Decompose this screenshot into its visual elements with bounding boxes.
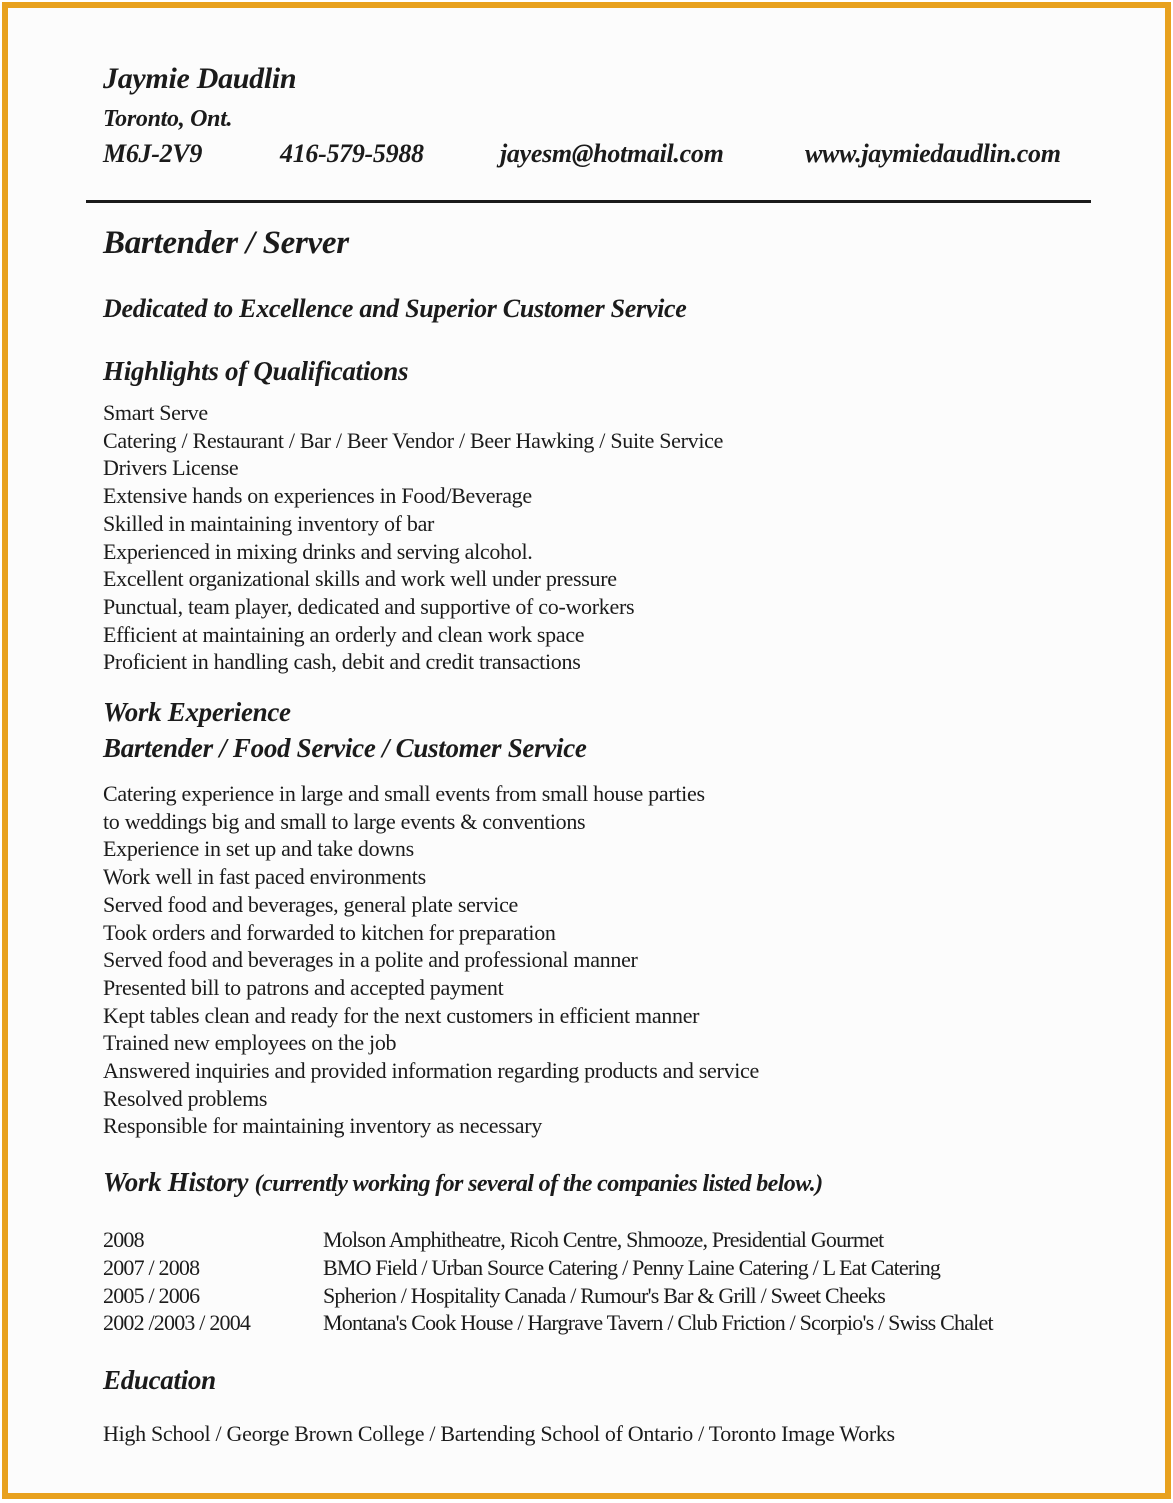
work-experience-subheading: Bartender / Food Service / Customer Service xyxy=(103,733,587,764)
contact-row xyxy=(103,138,1091,170)
resume-page xyxy=(2,2,1171,1499)
postal-code: M6J-2V9 xyxy=(103,139,203,168)
work-history-section xyxy=(103,1166,1091,1337)
work-experience-item: Catering experience in large and small events from small house parties xyxy=(103,781,705,807)
work-history-years: 2007 / 2008 xyxy=(103,1254,200,1280)
title-block xyxy=(103,223,1091,325)
candidate-location: Toronto, Ont. xyxy=(103,106,233,132)
work-history-table xyxy=(103,1226,1091,1337)
work-history-companies: BMO Field / Urban Source Catering / Penny Laine Catering / L Eat Catering xyxy=(323,1254,941,1280)
education-heading: Education xyxy=(103,1364,216,1395)
education-details: High School / George Brown College / Bartending School of Ontario / Toronto Image Works xyxy=(103,1420,895,1446)
work-history-years: 2008 xyxy=(103,1227,144,1253)
work-experience-item: Served food and beverages, general plate service xyxy=(103,891,519,917)
work-history-heading xyxy=(103,1166,1091,1200)
work-experience-item: Experience in set up and take downs xyxy=(103,836,414,862)
work-history-heading-note: (currently working for several of the companies listed below.) xyxy=(254,1171,823,1198)
work-experience-item: Work well in fast paced environments xyxy=(103,864,426,890)
resume-title: Bartender / Server xyxy=(103,225,349,261)
work-experience-item: Trained new employees on the job xyxy=(103,1030,397,1056)
qualification-item: Smart Serve xyxy=(103,400,208,425)
work-experience-item: Responsible for maintaining inventory as necessary xyxy=(103,1113,542,1139)
work-experience-item: Answered inquiries and provided information regarding products and service xyxy=(103,1058,759,1084)
work-history-years: 2002 /2003 / 2004 xyxy=(103,1310,251,1336)
work-experience-item: to weddings big and small to large events & conventions xyxy=(103,808,586,834)
resume-tagline: Dedicated to Excellence and Superior Customer Service xyxy=(103,294,687,323)
work-experience-item: Took orders and forwarded to kitchen for preparation xyxy=(103,919,556,945)
work-history-row xyxy=(103,1309,1091,1337)
education-section xyxy=(103,1364,1091,1448)
qualification-item: Excellent organizational skills and work well under pressure xyxy=(103,566,617,592)
work-experience-item: Presented bill to patrons and accepted payment xyxy=(103,974,504,1000)
work-experience-item: Served food and beverages in a polite and professional manner xyxy=(103,947,638,973)
work-history-row xyxy=(103,1226,1091,1254)
email-address: jayesm@hotmail.com xyxy=(500,139,724,168)
qualification-item: Efficient at maintaining an orderly and clean work space xyxy=(103,621,585,647)
work-experience-item: Kept tables clean and ready for the next customers in efficient manner xyxy=(103,1002,700,1028)
qualification-item: Drivers License xyxy=(103,455,239,481)
qualifications-list xyxy=(103,399,1091,676)
qualifications-heading: Highlights of Qualifications xyxy=(103,356,409,386)
qualification-item: Skilled in maintaining inventory of bar xyxy=(103,510,435,536)
work-history-companies: Molson Amphitheatre, Ricoh Centre, Shmooze, Presidential Gourmet xyxy=(323,1227,884,1253)
work-history-years: 2005 / 2006 xyxy=(103,1282,200,1308)
qualification-item: Experienced in mixing drinks and serving alcohol. xyxy=(103,538,533,564)
header-divider xyxy=(86,200,1091,203)
work-history-heading-label: Work History xyxy=(103,1167,249,1198)
qualification-item: Proficient in handling cash, debit and credit transactions xyxy=(103,649,581,675)
qualification-item: Punctual, team player, dedicated and supportive of co-workers xyxy=(103,593,635,619)
website-url: www.jaymiedaudlin.com xyxy=(805,139,1061,168)
work-experience-heading: Work Experience xyxy=(103,697,291,728)
phone-number: 416-579-5988 xyxy=(280,139,424,168)
work-history-row xyxy=(103,1282,1091,1310)
work-experience-section xyxy=(103,696,1091,1140)
qualifications-section xyxy=(103,355,1091,676)
qualification-item: Extensive hands on experiences in Food/Beverage xyxy=(103,483,532,509)
work-history-companies: Montana's Cook House / Hargrave Tavern / Club Friction / Scorpio's / Swiss Chalet xyxy=(323,1310,993,1336)
work-history-row xyxy=(103,1254,1091,1282)
work-experience-item: Resolved problems xyxy=(103,1085,268,1111)
work-history-companies: Spherion / Hospitality Canada / Rumour's Bar & Grill / Sweet Cheeks xyxy=(323,1282,886,1308)
candidate-name: Jaymie Daudlin xyxy=(103,62,297,95)
qualification-item: Catering / Restaurant / Bar / Beer Vendor / Beer Hawking / Suite Service xyxy=(103,427,724,453)
resume-header xyxy=(103,62,1091,203)
work-experience-list xyxy=(103,780,1091,1140)
